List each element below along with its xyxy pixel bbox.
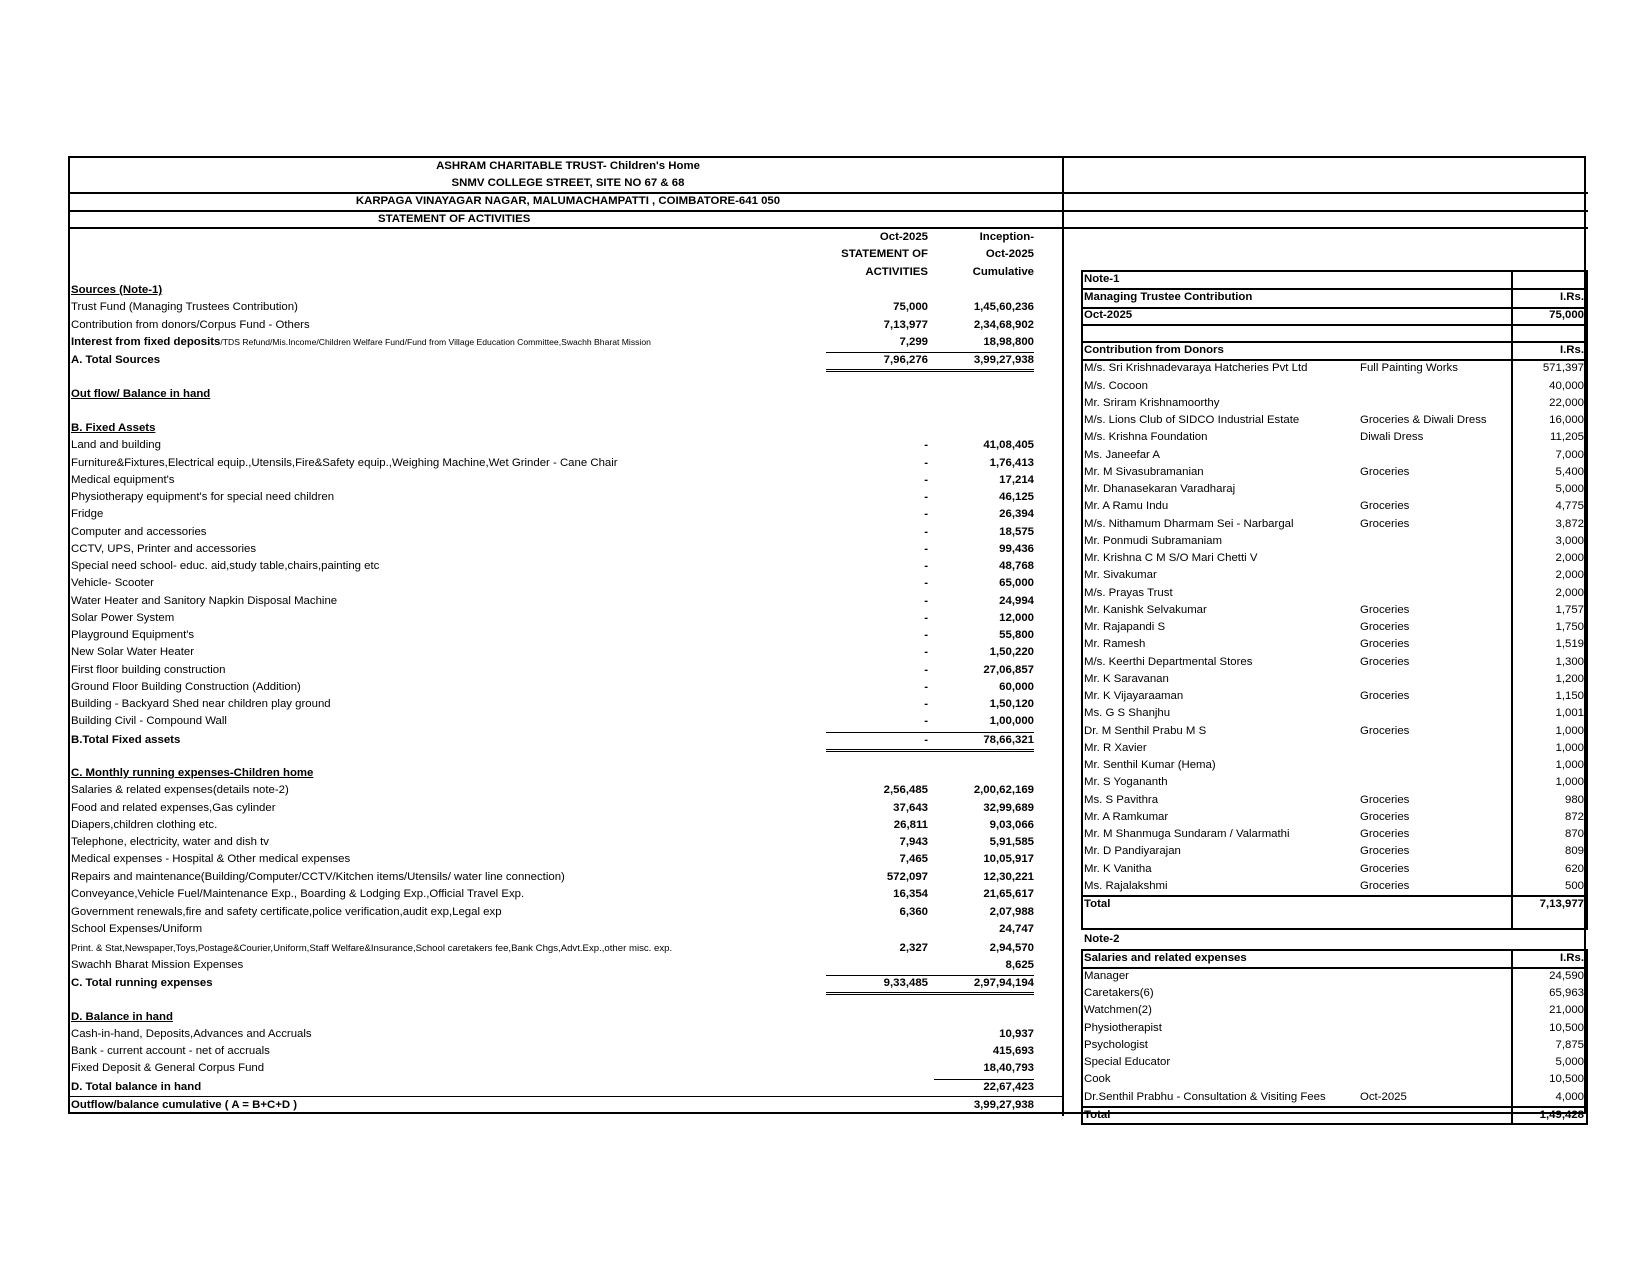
salary-row-label: Caretakers(6) (1084, 987, 1154, 999)
fixed-asset-row-label: Solar Power System (71, 611, 175, 624)
donor-row-amount: 1,000 (1555, 759, 1584, 771)
running-expense-row-cumulative: 32,99,689 (983, 801, 1034, 814)
source-row-month: 75,000 (893, 301, 928, 314)
running-expense-row-month: 572,097 (886, 870, 928, 883)
donor-row-amount: 1,000 (1555, 724, 1584, 737)
balance-row-cumulative: 10,937 (999, 1027, 1034, 1040)
total-running-month: 9,33,485 (883, 977, 928, 989)
fixed-asset-row-cumulative: 1,50,220 (989, 646, 1034, 659)
donor-row-purpose: Full Painting Works (1360, 362, 1458, 375)
fixed-asset-row-cumulative: 17,214 (999, 473, 1034, 486)
donor-row-amount: 620 (1564, 862, 1584, 875)
fixed-asset-row-cumulative: 27,06,857 (983, 663, 1034, 676)
fixed-asset-row-cumulative: 60,000 (999, 680, 1034, 693)
col-cum-header-2: Oct-2025 (985, 248, 1034, 260)
balance-row-cumulative: 18,40,793 (983, 1062, 1034, 1075)
donor-row-amount: 3,000 (1555, 534, 1584, 547)
fixed-asset-row-label: Water Heater and Sanitory Napkin Disposal Machine (71, 594, 338, 607)
source-row-note: /TDS Refund/Mis.Income/Children Welfare Fund/Fund from Village Education Committee,Swachh Bharat Mission (220, 336, 651, 347)
fixed-asset-row-cumulative: 1,50,120 (989, 698, 1034, 710)
donors-heading-label: Contribution from Donors (1084, 344, 1224, 356)
salary-row-label: Dr.Senthil Prabhu - Consultation & Visiting Fees (1084, 1090, 1326, 1103)
donor-row-label: Mr. Krishna C M S/O Mari Chetti V (1084, 552, 1258, 564)
fixed-asset-row-cumulative: 12,000 (999, 611, 1034, 624)
mt-heading-label: Managing Trustee Contribution (1084, 291, 1253, 304)
donor-row-label: Mr. Ramesh (1084, 638, 1146, 651)
fixed-asset-row-month: - (924, 491, 928, 503)
org-street: SNMV COLLEGE STREET, SITE NO 67 & 68 (451, 177, 685, 189)
fixed-asset-row-month: - (924, 439, 928, 452)
salary-row-label: Psychologist (1084, 1038, 1148, 1051)
fixed-asset-row-cumulative: 18,575 (999, 525, 1034, 538)
total-sources-label: A. Total Sources (71, 354, 161, 366)
fixed-asset-row-label: Playground Equipment's (71, 629, 195, 641)
fixed-asset-row-month: - (924, 473, 928, 486)
donor-row-amount: 2,000 (1555, 569, 1584, 582)
donor-row-amount: 1,519 (1555, 638, 1584, 651)
donor-row-amount: 980 (1564, 793, 1584, 806)
balance-row-label: Bank - current account - net of accruals (71, 1045, 270, 1057)
donor-row-label: Mr. Senthil Kumar (Hema) (1084, 759, 1216, 771)
fixed-asset-row-month: - (924, 646, 928, 659)
donor-row-amount: 16,000 (1549, 414, 1584, 426)
total-running-cumulative: 2,97,94,194 (973, 977, 1034, 989)
running-expense-row-label: Food and related expenses,Gas cylinder (71, 801, 276, 814)
salary-row-purpose: Oct-2025 (1360, 1090, 1407, 1103)
salary-row-label: Manager (1084, 969, 1129, 982)
note1-rule (1081, 895, 1588, 897)
donor-row-purpose: Groceries (1360, 793, 1410, 806)
grand-total-label: Outflow/balance cumulative ( A = B+C+D ) (71, 1098, 298, 1111)
note2-rule (1081, 1106, 1588, 1108)
donor-row-label: Mr. D Pandiyarajan (1084, 845, 1181, 858)
donor-row-label: Mr. M Sivasubramanian (1084, 465, 1204, 478)
total-running-label: C. Total running expenses (71, 977, 213, 989)
running-expense-row-label: Salaries & related expenses(details note-2) (71, 784, 289, 797)
running-expense-row-cumulative: 9,03,066 (989, 818, 1034, 831)
total-rule (826, 749, 1034, 752)
running-expense-row-month: 7,943 (899, 836, 928, 848)
donor-row-label: Mr. Ponmudi Subramaniam (1084, 534, 1223, 547)
note2-total-amount: 1,49,428 (1539, 1108, 1584, 1121)
fixed-asset-row-cumulative: 46,125 (999, 491, 1034, 503)
total-balance-cumulative: 22,67,423 (983, 1080, 1034, 1093)
note1-total-amount: 7,13,977 (1539, 898, 1584, 910)
col-month-header-1: Oct-2025 (879, 231, 928, 243)
donor-row-amount: 7,000 (1555, 448, 1584, 461)
note1-col-divider (1511, 270, 1513, 930)
salary-row-amount: 65,963 (1549, 987, 1584, 999)
total-fixed-assets-label: B.Total Fixed assets (71, 733, 181, 746)
fixed-asset-row-month: - (924, 577, 928, 590)
note2-rule (1081, 967, 1588, 969)
fixed-asset-row-cumulative: 1,76,413 (989, 456, 1034, 469)
note1-rule (1081, 324, 1588, 326)
fixed-assets-heading: B. Fixed Assets (71, 422, 156, 434)
note2-heading-amount: I.Rs. (1559, 951, 1584, 964)
fixed-asset-row-label: CCTV, UPS, Printer and accessories (71, 542, 257, 555)
donor-row-amount: 870 (1564, 828, 1584, 840)
donor-row-purpose: Groceries (1360, 724, 1410, 737)
fixed-asset-row-cumulative: 48,768 (999, 560, 1034, 572)
fixed-asset-row-month: - (924, 715, 928, 728)
running-expense-row-cumulative: 2,07,988 (989, 906, 1034, 918)
fixed-asset-row-label: Special need school- educ. aid,study table,chairs,painting etc (71, 560, 380, 572)
salary-row-label: Physiotherapist (1084, 1021, 1162, 1034)
fixed-asset-row-cumulative: 65,000 (999, 577, 1034, 590)
note2-title: Note-2 (1084, 933, 1120, 946)
fixed-asset-row-cumulative: 55,800 (999, 629, 1034, 641)
running-expense-row-month: 2,327 (899, 941, 928, 954)
org-address: KARPAGA VINAYAGAR NAGAR, MALUMACHAMPATTI , COIMBATORE-641 050 (355, 195, 781, 207)
donor-row-purpose: Groceries (1360, 638, 1410, 651)
donor-row-amount: 1,750 (1555, 621, 1584, 633)
donor-row-purpose: Groceries (1360, 465, 1410, 478)
fixed-asset-row-month: - (924, 663, 928, 676)
total-rule (826, 369, 1034, 372)
donor-row-label: Mr. Sivakumar (1084, 569, 1157, 582)
running-expense-row-month: 37,643 (893, 801, 928, 814)
fixed-asset-row-label: Computer and accessories (71, 525, 207, 538)
fixed-asset-row-month: - (924, 508, 928, 521)
donor-row-amount: 809 (1564, 845, 1584, 858)
salary-row-label: Cook (1084, 1073, 1111, 1086)
salary-row-label: Watchmen(2) (1084, 1004, 1152, 1017)
donor-row-amount: 2,000 (1555, 552, 1584, 564)
donor-row-label: Ms. G S Shanjhu (1084, 707, 1171, 720)
fixed-asset-row-label: New Solar Water Heater (71, 646, 195, 659)
running-expense-row-label: Swachh Bharat Mission Expenses (71, 958, 244, 971)
total-rule (826, 992, 1034, 995)
fixed-asset-row-month: - (924, 611, 928, 624)
source-row-label: Contribution from donors/Corpus Fund - Others (71, 318, 310, 331)
donor-row-amount: 1,757 (1555, 603, 1584, 616)
salary-row-amount: 5,000 (1555, 1056, 1584, 1068)
fixed-asset-row-month: - (924, 456, 928, 469)
sources-heading: Sources (Note-1) (71, 284, 163, 296)
donor-row-purpose: Groceries (1360, 862, 1410, 875)
mt-period-label: Oct-2025 (1084, 308, 1133, 321)
running-expense-row-label: Government renewals,fire and safety certificate,police verification,audit exp,Legal exp (71, 906, 502, 918)
donor-row-label: Mr. Sriram Krishnamoorthy (1084, 396, 1220, 409)
total-fixed-assets-cumulative: 78,66,321 (983, 733, 1034, 746)
running-expense-row-cumulative: 5,91,585 (989, 836, 1034, 848)
donor-row-amount: 1,300 (1555, 655, 1584, 668)
donor-row-label: Mr. K Vanitha (1084, 862, 1152, 875)
salary-row-amount: 24,590 (1549, 969, 1584, 982)
donor-row-purpose: Groceries (1360, 621, 1410, 633)
donor-row-label: Mr. Rajapandi S (1084, 621, 1166, 633)
source-row-month: 7,13,977 (883, 318, 928, 331)
donor-row-label: Mr. Dhanasekaran Varadharaj (1084, 483, 1236, 495)
donor-row-label: Mr. M Shanmuga Sundaram / Valarmathi (1084, 828, 1290, 840)
running-expense-row-label: Telephone, electricity, water and dish tv (71, 836, 269, 848)
donor-row-label: M/s. Lions Club of SIDCO Industrial Estate (1084, 414, 1300, 426)
fixed-asset-row-label: Physiotherapy equipment's for special need children (71, 491, 335, 503)
donor-row-amount: 1,150 (1555, 690, 1584, 702)
fixed-asset-row-month: - (924, 629, 928, 641)
donor-row-label: Mr. A Ramu Indu (1084, 500, 1169, 513)
source-row-label: Trust Fund (Managing Trustees Contribution) (71, 301, 298, 314)
donor-row-label: Mr. Kanishk Selvakumar (1084, 603, 1207, 616)
col-month-header-3: ACTIVITIES (865, 266, 928, 278)
balance-row-cumulative: 415,693 (992, 1045, 1034, 1057)
donor-row-amount: 2,000 (1555, 586, 1584, 599)
running-expense-row-label: Medical expenses - Hospital & Other medical expenses (71, 853, 351, 866)
fixed-asset-row-month: - (924, 542, 928, 555)
running-expense-row-cumulative: 2,94,570 (989, 941, 1034, 954)
running-expense-row-month: 26,811 (893, 818, 928, 831)
fixed-asset-row-month: - (924, 594, 928, 607)
fixed-asset-row-month: - (924, 525, 928, 538)
donor-row-purpose: Groceries (1360, 655, 1410, 668)
donor-row-label: Dr. M Senthil Prabu M S (1084, 724, 1207, 737)
donor-row-purpose: Groceries (1360, 517, 1410, 530)
fixed-asset-row-label: First floor building construction (71, 663, 226, 676)
donor-row-purpose: Groceries (1360, 828, 1410, 840)
salary-row-label: Special Educator (1084, 1056, 1171, 1068)
donor-row-amount: 1,001 (1555, 707, 1584, 720)
fixed-asset-row-cumulative: 24,994 (999, 594, 1034, 607)
running-expense-row-cumulative: 8,625 (1005, 958, 1034, 971)
donor-row-label: M/s. Sri Krishnadevaraya Hatcheries Pvt Ltd (1084, 362, 1308, 375)
running-expense-row-month: 2,56,485 (883, 784, 928, 797)
donor-row-label: M/s. Nithamum Dharmam Sei - Narbargal (1084, 517, 1294, 530)
donor-row-amount: 5,000 (1555, 483, 1584, 495)
salary-row-amount: 10,500 (1549, 1021, 1584, 1034)
source-row-cumulative: 1,45,60,236 (973, 301, 1034, 314)
donor-row-amount: 872 (1564, 810, 1584, 823)
donor-row-label: M/s. Cocoon (1084, 379, 1148, 392)
running-expense-row-cumulative: 21,65,617 (983, 887, 1034, 900)
balance-row-label: Fixed Deposit & General Corpus Fund (71, 1062, 265, 1075)
donor-row-label: Mr. R Xavier (1084, 741, 1147, 754)
running-expense-row-cumulative: 10,05,917 (983, 853, 1034, 866)
running-expense-row-month: 7,465 (899, 853, 928, 866)
fixed-asset-row-label: Land and building (71, 439, 161, 452)
fixed-asset-row-cumulative: 41,08,405 (983, 439, 1034, 452)
fixed-asset-row-label: Ground Floor Building Construction (Addition) (71, 680, 301, 693)
running-expense-row-label: Diapers,children clothing etc. (71, 818, 218, 831)
running-expense-row-cumulative: 12,30,221 (983, 870, 1034, 883)
note1-rule (1081, 307, 1588, 309)
salary-row-amount: 7,875 (1555, 1038, 1584, 1051)
header-rule (68, 210, 1588, 212)
donor-row-label: M/s. Krishna Foundation (1084, 431, 1208, 444)
donor-row-amount: 11,205 (1550, 431, 1584, 444)
donor-row-amount: 1,200 (1555, 672, 1584, 685)
note2-total-label: Total (1084, 1108, 1111, 1121)
donor-row-label: Mr. S Yogananth (1084, 776, 1168, 789)
running-heading: C. Monthly running expenses-Children home (71, 767, 314, 779)
fixed-asset-row-label: Vehicle- Scooter (71, 577, 154, 590)
donor-row-amount: 5,400 (1555, 465, 1584, 478)
col-cum-header-1: Inception- (979, 231, 1034, 243)
fixed-asset-row-month: - (924, 560, 928, 572)
donor-row-amount: 4,775 (1555, 500, 1584, 513)
column-divider (1062, 156, 1064, 1116)
donor-row-label: Ms. Janeefar A (1084, 448, 1160, 461)
total-balance-label: D. Total balance in hand (71, 1080, 202, 1093)
donor-row-label: Mr. K Vijayaraaman (1084, 690, 1184, 702)
donor-row-label: Mr. K Saravanan (1084, 672, 1169, 685)
total-fixed-assets-month: - (924, 733, 928, 746)
fixed-asset-row-label: Fridge (71, 508, 104, 521)
running-expense-row-month: 6,360 (899, 906, 928, 918)
running-expense-row-cumulative: 2,00,62,169 (973, 784, 1034, 797)
donor-row-amount: 22,000 (1549, 396, 1584, 409)
donor-row-amount: 1,000 (1555, 741, 1584, 754)
donor-row-purpose: Groceries (1360, 500, 1410, 513)
donor-row-purpose: Groceries (1360, 845, 1410, 858)
donor-row-purpose: Groceries & Diwali Dress (1360, 414, 1487, 426)
balance-heading: D. Balance in hand (71, 1010, 173, 1023)
source-row-cumulative: 2,34,68,902 (973, 318, 1034, 331)
note2-heading-label: Salaries and related expenses (1084, 951, 1247, 964)
note2-col-divider (1511, 949, 1513, 1126)
mt-period-amount: 75,000 (1549, 308, 1584, 321)
salary-row-amount: 10,500 (1549, 1073, 1584, 1086)
total-sources-month: 7,96,276 (883, 354, 928, 366)
fixed-asset-row-month: - (924, 698, 928, 710)
donor-row-amount: 3,872 (1555, 517, 1584, 530)
source-row-month: 7,299 (899, 335, 928, 348)
fixed-asset-row-label: Furniture&Fixtures,Electrical equip.,Utensils,Fire&Safety equip.,Weighing Machine,Wet Grinder - Cane Chair (71, 456, 618, 469)
fixed-asset-row-label: Building - Backyard Shed near children play ground (71, 698, 331, 710)
donor-row-label: M/s. Prayas Trust (1084, 586, 1173, 599)
note1-total-label: Total (1084, 898, 1111, 910)
running-expense-row-label: Repairs and maintenance(Building/Computer/CCTV/Kitchen items/Utensils/ water line connection) (71, 870, 565, 883)
running-expense-row-label: Conveyance,Vehicle Fuel/Maintenance Exp., Boarding & Lodging Exp.,Official Travel Exp. (71, 887, 525, 900)
source-row-cumulative: 18,98,800 (983, 335, 1034, 348)
fixed-asset-row-cumulative: 99,436 (999, 542, 1034, 555)
donor-row-label: Ms. S Pavithra (1084, 793, 1159, 806)
running-expense-row-cumulative: 24,747 (999, 923, 1034, 936)
donor-row-amount: 1,000 (1555, 776, 1584, 789)
total-sources-cumulative: 3,99,27,938 (973, 354, 1034, 366)
balance-row-label: Cash-in-hand, Deposits,Advances and Accruals (71, 1027, 312, 1040)
donor-row-label: Ms. Rajalakshmi (1084, 879, 1168, 892)
salary-row-amount: 4,000 (1555, 1090, 1584, 1103)
col-cum-header-3: Cumulative (972, 266, 1034, 278)
fixed-asset-row-month: - (924, 680, 928, 693)
col-month-header-2: STATEMENT OF (841, 248, 928, 260)
note1-title-label: Note-1 (1084, 273, 1120, 285)
org-name: ASHRAM CHARITABLE TRUST- Children's Home (436, 160, 700, 172)
salary-row-amount: 21,000 (1549, 1004, 1584, 1017)
donor-row-purpose: Groceries (1360, 690, 1410, 702)
statement-title: STATEMENT OF ACTIVITIES (378, 213, 531, 225)
donor-row-purpose: Groceries (1360, 810, 1410, 823)
donor-row-amount: 571,397 (1542, 362, 1584, 375)
fixed-asset-row-cumulative: 1,00,000 (989, 715, 1034, 728)
donor-row-label: M/s. Keerthi Departmental Stores (1084, 655, 1253, 668)
running-expense-row-label: Print. & Stat,Newspaper,Toys,Postage&Courier,Uniform,Staff Welfare&Insurance,School caretakers fee,Bank Chgs,Advt.Exp.,other misc. exp. (71, 942, 673, 954)
donor-row-label: Mr. A Ramkumar (1084, 810, 1169, 823)
grand-total-cumulative: 3,99,27,938 (973, 1098, 1034, 1111)
donor-row-purpose: Groceries (1360, 603, 1410, 616)
source-row-label: Interest from fixed deposits/TDS Refund/Mis.Income/Children Welfare Fund/Fund from Village Education Committee,Swachh Bharat Mission (71, 335, 651, 348)
donor-row-purpose: Diwali Dress (1360, 431, 1424, 444)
fixed-asset-row-label: Medical equipment's (71, 473, 175, 486)
donor-row-purpose: Groceries (1360, 879, 1410, 892)
fixed-asset-row-label: Building Civil - Compound Wall (71, 715, 227, 728)
running-expense-row-label: School Expenses/Uniform (71, 923, 203, 936)
donors-heading-amount: I.Rs. (1559, 344, 1584, 356)
outflow-heading: Out flow/ Balance in hand (71, 387, 211, 400)
running-expense-row-month: 16,354 (893, 887, 928, 900)
fixed-asset-row-cumulative: 26,394 (999, 508, 1034, 521)
mt-heading-amount: I.Rs. (1559, 291, 1584, 304)
donor-row-amount: 500 (1564, 879, 1584, 892)
donor-row-amount: 40,000 (1549, 379, 1584, 392)
